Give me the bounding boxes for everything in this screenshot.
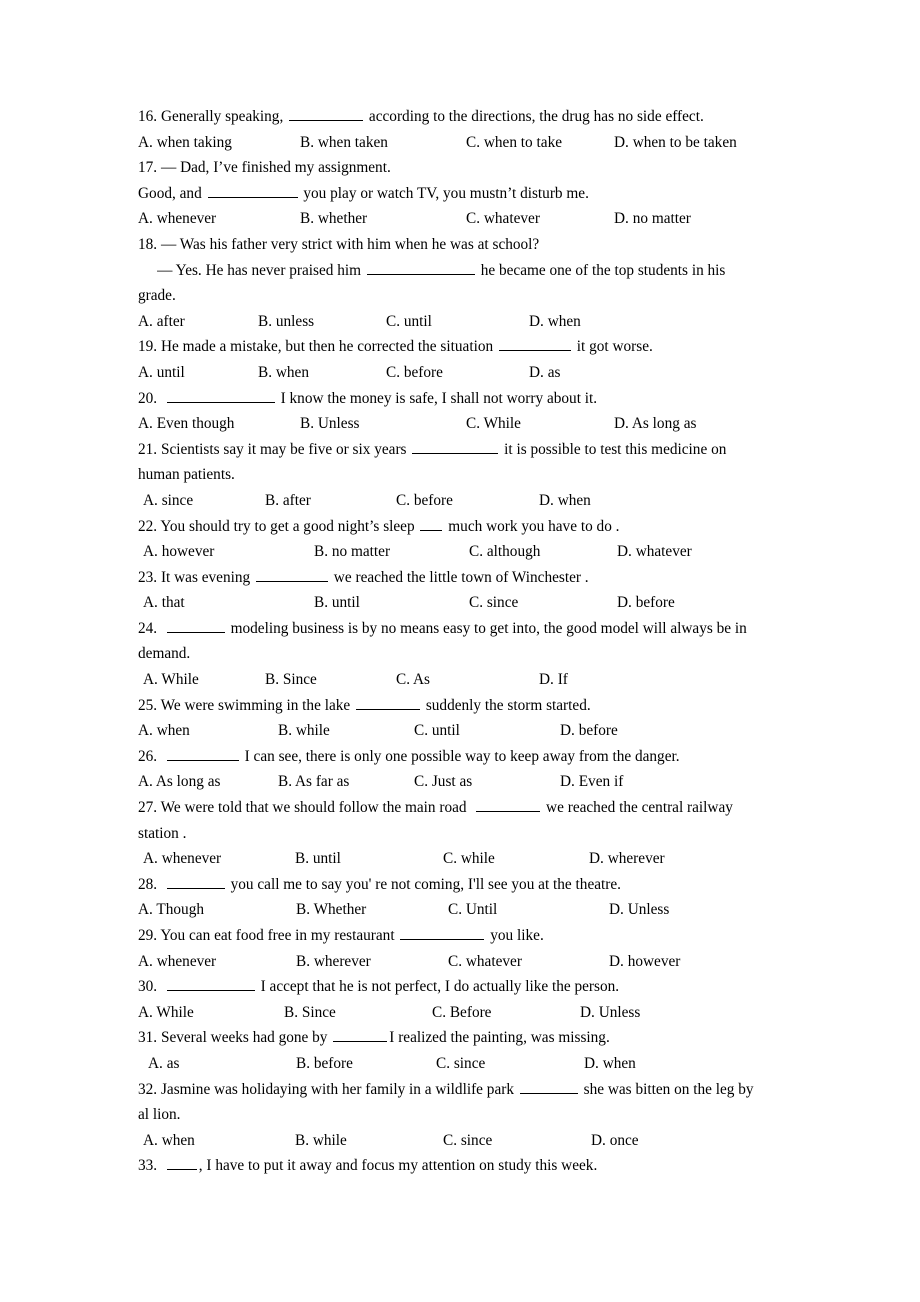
option-row	[138, 1051, 780, 1077]
answer-option[interactable]: C. whatever	[466, 210, 540, 228]
answer-option[interactable]: B. while	[278, 722, 330, 740]
answer-blank	[256, 566, 328, 582]
stem-text-before: Scientists say it may be five or six years	[157, 440, 411, 458]
question-number: 18.	[138, 235, 158, 253]
question-stem-continued	[138, 462, 780, 488]
option-row	[138, 949, 780, 975]
answer-option[interactable]: B. unless	[258, 312, 315, 330]
stem-text-before: station .	[138, 824, 187, 842]
question-number: 25.	[138, 696, 158, 714]
answer-blank	[167, 1155, 197, 1171]
answer-blank	[167, 976, 255, 992]
stem-text-before	[157, 876, 165, 893]
answer-option[interactable]: B. until	[314, 594, 360, 612]
question-item	[138, 1025, 780, 1076]
question-number: 30.	[138, 978, 158, 996]
question-number: 27.	[138, 799, 158, 817]
question-stem	[138, 386, 780, 412]
answer-option[interactable]: D. however	[609, 952, 681, 970]
question-number: 31.	[138, 1029, 158, 1047]
answer-option[interactable]: D. before	[617, 594, 675, 612]
stem-text-before: You can eat food free in my restaurant	[157, 927, 399, 944]
question-item	[138, 104, 780, 155]
stem-text-after: modeling business is by no means easy to get into, the good model will always be in	[226, 619, 747, 637]
answer-option[interactable]: A. As long as	[138, 773, 221, 791]
answer-option[interactable]: C. While	[466, 415, 521, 433]
question-item	[138, 437, 780, 514]
option-row	[138, 897, 780, 923]
question-stem	[138, 872, 780, 898]
question-stem-continued	[138, 181, 780, 207]
stem-text-before: He made a mistake, but then he corrected the situation	[157, 338, 497, 356]
question-stem	[138, 693, 780, 719]
stem-text-before: Several weeks had gone by	[157, 1029, 332, 1047]
answer-option[interactable]: A. While	[138, 1003, 194, 1021]
answer-option[interactable]: A. after	[138, 312, 185, 330]
answer-blank	[412, 438, 498, 454]
option-row	[138, 718, 780, 744]
answer-blank	[208, 182, 298, 198]
stem-text-after: she was bitten on the leg by	[579, 1080, 754, 1098]
stem-text-after: , I have to put it away and focus my attention on study this week.	[198, 1157, 598, 1175]
answer-option[interactable]: D. when to be taken	[614, 133, 737, 151]
question-stem	[138, 1025, 780, 1051]
option-row	[138, 360, 780, 386]
option-row	[138, 846, 780, 872]
question-stem	[138, 744, 780, 770]
stem-text-after: according to the directions, the drug has no side effect.	[365, 108, 704, 125]
stem-text-before	[157, 390, 165, 407]
answer-option[interactable]: A. when taking	[138, 133, 232, 151]
option-row	[138, 539, 780, 565]
stem-text-before: Good, and	[138, 184, 206, 202]
question-stem-continued	[138, 1102, 780, 1128]
question-item	[138, 334, 780, 385]
answer-option[interactable]: B. Whether	[296, 901, 367, 919]
answer-option[interactable]: C. until	[414, 722, 460, 740]
question-number: 24.	[138, 619, 158, 637]
answer-option[interactable]: D. Even if	[560, 773, 624, 791]
answer-option[interactable]: D. wherever	[589, 850, 665, 868]
question-stem	[138, 104, 780, 130]
answer-option[interactable]: C. until	[386, 312, 432, 330]
question-stem	[138, 514, 780, 540]
question-number: 22.	[138, 517, 158, 535]
stem-text-before: demand.	[138, 645, 191, 663]
stem-text-after: it is possible to test this medicine on	[500, 440, 727, 458]
answer-blank	[167, 617, 225, 633]
question-stem	[138, 616, 780, 642]
answer-blank	[333, 1027, 387, 1043]
answer-option[interactable]: C. Just as	[414, 773, 473, 791]
question-item	[138, 974, 780, 1025]
answer-option[interactable]: B. when	[258, 363, 309, 381]
answer-blank	[499, 336, 571, 352]
question-number: 28.	[138, 875, 158, 893]
answer-option[interactable]: D. As long as	[614, 415, 697, 433]
answer-option[interactable]: D. when	[529, 312, 581, 330]
question-item	[138, 693, 780, 744]
question-stem-continued	[138, 641, 780, 667]
answer-option[interactable]: A. that	[143, 594, 185, 612]
question-number: 20.	[138, 389, 158, 407]
answer-option[interactable]: C. As	[396, 671, 431, 689]
answer-option[interactable]: B. while	[295, 1131, 347, 1149]
question-number: 26.	[138, 747, 158, 765]
question-stem	[138, 923, 780, 949]
question-item	[138, 795, 780, 872]
answer-option[interactable]: A. Even though	[138, 415, 235, 433]
question-item	[138, 565, 780, 616]
answer-blank	[476, 797, 540, 813]
stem-text-after: suddenly the storm started.	[422, 696, 591, 714]
stem-text-before: — Was his father very strict with him when he was at school?	[157, 235, 540, 253]
question-stem	[138, 565, 780, 591]
stem-text-before: — Yes. He has never praised him	[138, 261, 365, 279]
answer-option[interactable]: D. as	[529, 363, 561, 381]
stem-text-after: you like.	[486, 927, 544, 944]
question-number: 16.	[138, 108, 158, 125]
question-stem	[138, 1077, 780, 1103]
question-item	[138, 1077, 780, 1154]
option-row	[138, 1128, 780, 1154]
stem-text-after: you call me to say you' re not coming, I'll see you at the theatre.	[226, 875, 621, 893]
stem-text-after: I can see, there is only one possible way to keep away from the danger.	[240, 747, 680, 765]
answer-option[interactable]: D. when	[539, 491, 591, 509]
answer-option[interactable]: B. before	[296, 1054, 353, 1072]
answer-option[interactable]: D. whatever	[617, 543, 692, 561]
stem-text-after: we reached the central railway	[542, 799, 733, 817]
answer-blank	[420, 515, 442, 531]
stem-text-after: you play or watch TV, you mustn’t disturb me.	[299, 184, 589, 202]
stem-text-before: Jasmine was holidaying with her family in a wildlife park	[157, 1080, 518, 1098]
answer-option[interactable]: D. when	[584, 1054, 636, 1072]
answer-blank	[167, 387, 275, 403]
answer-blank	[400, 924, 484, 940]
question-number: 19.	[138, 338, 158, 356]
question-stem	[138, 795, 780, 821]
stem-text-after: it got worse.	[572, 338, 653, 356]
answer-option[interactable]: A. While	[143, 671, 199, 689]
stem-text-before: You should try to get a good night’s sleep	[157, 517, 419, 535]
answer-blank	[356, 694, 420, 710]
option-row	[138, 206, 780, 232]
answer-option[interactable]: B. Since	[265, 671, 317, 689]
stem-text-before: human patients.	[138, 466, 235, 484]
question-item	[138, 232, 780, 334]
question-stem	[138, 334, 780, 360]
question-list	[138, 104, 780, 1179]
stem-text-before: We were swimming in the lake	[157, 696, 354, 714]
answer-option[interactable]: B. Since	[284, 1003, 336, 1021]
question-number: 21.	[138, 440, 158, 458]
question-item	[138, 514, 780, 565]
answer-option[interactable]: C. although	[469, 543, 541, 561]
answer-blank	[367, 259, 475, 275]
answer-option[interactable]: A. whenever	[143, 850, 222, 868]
answer-blank	[520, 1078, 578, 1094]
question-item	[138, 744, 780, 795]
answer-option[interactable]: C. when to take	[466, 133, 563, 151]
answer-option[interactable]: A. however	[143, 543, 215, 561]
answer-option[interactable]: A. as	[148, 1054, 180, 1072]
answer-option[interactable]: C. since	[436, 1054, 486, 1072]
stem-text-after: I accept that he is not perfect, I do actually like the person.	[256, 978, 620, 996]
answer-option[interactable]: A. Though	[138, 901, 205, 919]
question-item	[138, 923, 780, 974]
option-row	[138, 488, 780, 514]
option-row	[138, 769, 780, 795]
answer-blank	[289, 105, 363, 121]
stem-text-before: We were told that we should follow the main road	[157, 799, 475, 817]
option-row	[138, 309, 780, 335]
answer-option[interactable]: D. once	[591, 1131, 639, 1149]
answer-option[interactable]: D. Unless	[580, 1003, 641, 1021]
answer-option[interactable]: A. since	[143, 491, 194, 509]
answer-option[interactable]: B. after	[265, 491, 311, 509]
answer-option[interactable]: C. before	[386, 363, 443, 381]
stem-text-after: he became one of the top students in his	[476, 261, 726, 279]
question-number: 23.	[138, 568, 158, 586]
stem-text-before: It was evening	[157, 568, 254, 586]
answer-option[interactable]: D. Unless	[609, 901, 670, 919]
stem-text-before: al lion.	[138, 1106, 181, 1124]
question-number: 33.	[138, 1157, 158, 1175]
option-row	[138, 590, 780, 616]
answer-option[interactable]: B. no matter	[314, 543, 391, 561]
answer-blank	[167, 873, 225, 889]
answer-option[interactable]: B. wherever	[296, 952, 371, 970]
answer-option[interactable]: D. before	[560, 722, 618, 740]
question-stem	[138, 232, 780, 258]
option-row	[138, 667, 780, 693]
stem-text-after: I know the money is safe, I shall not worry about it.	[276, 389, 598, 407]
stem-text-before: — Dad, I’ve finished my assignment.	[157, 159, 391, 177]
question-stem	[138, 437, 780, 463]
answer-option[interactable]: A. until	[138, 363, 185, 381]
answer-option[interactable]: C. while	[443, 850, 495, 868]
stem-text-after: I realized the painting, was missing.	[389, 1029, 610, 1047]
answer-option[interactable]: C. whatever	[448, 952, 522, 970]
stem-text-after: much work you have to do .	[444, 517, 620, 535]
question-item	[138, 1153, 780, 1179]
answer-option[interactable]: B. As far as	[278, 773, 350, 791]
answer-option[interactable]: A. when	[138, 722, 190, 740]
answer-option[interactable]: B. Unless	[300, 415, 360, 433]
question-number: 17.	[138, 159, 158, 177]
answer-option[interactable]: C. Until	[448, 901, 498, 919]
answer-option[interactable]: C. since	[443, 1131, 493, 1149]
stem-text-before: grade.	[138, 287, 176, 305]
stem-text-after: we reached the little town of Winchester .	[329, 568, 589, 586]
answer-option[interactable]: B. when taken	[300, 133, 388, 151]
answer-option[interactable]: A. whenever	[138, 210, 217, 228]
answer-option[interactable]: D. If	[539, 671, 568, 689]
question-stem	[138, 1153, 780, 1179]
answer-option[interactable]: C. since	[469, 594, 519, 612]
answer-blank	[167, 745, 239, 761]
answer-option[interactable]: C. Before	[432, 1003, 492, 1021]
question-stem-continued	[138, 283, 780, 309]
stem-text-before: Generally speaking,	[157, 108, 288, 125]
answer-option[interactable]: A. whenever	[138, 952, 217, 970]
stem-text-before	[157, 748, 165, 765]
answer-option[interactable]: D. no matter	[614, 210, 691, 228]
answer-option[interactable]: B. until	[295, 850, 341, 868]
question-number: 29.	[138, 927, 158, 944]
option-row	[138, 130, 780, 156]
stem-text-before	[157, 620, 165, 637]
option-row	[138, 411, 780, 437]
question-item	[138, 872, 780, 923]
question-stem	[138, 974, 780, 1000]
question-stem-continued	[138, 258, 780, 284]
answer-option[interactable]: B. whether	[300, 210, 368, 228]
question-stem	[138, 155, 780, 181]
option-row	[138, 1000, 780, 1026]
answer-option[interactable]: A. when	[143, 1131, 195, 1149]
question-item	[138, 155, 780, 232]
stem-text-before	[157, 1157, 165, 1174]
question-stem-continued	[138, 821, 780, 847]
question-item	[138, 616, 780, 693]
stem-text-before	[157, 978, 165, 995]
question-number: 32.	[138, 1080, 158, 1098]
question-item	[138, 386, 780, 437]
answer-option[interactable]: C. before	[396, 491, 453, 509]
